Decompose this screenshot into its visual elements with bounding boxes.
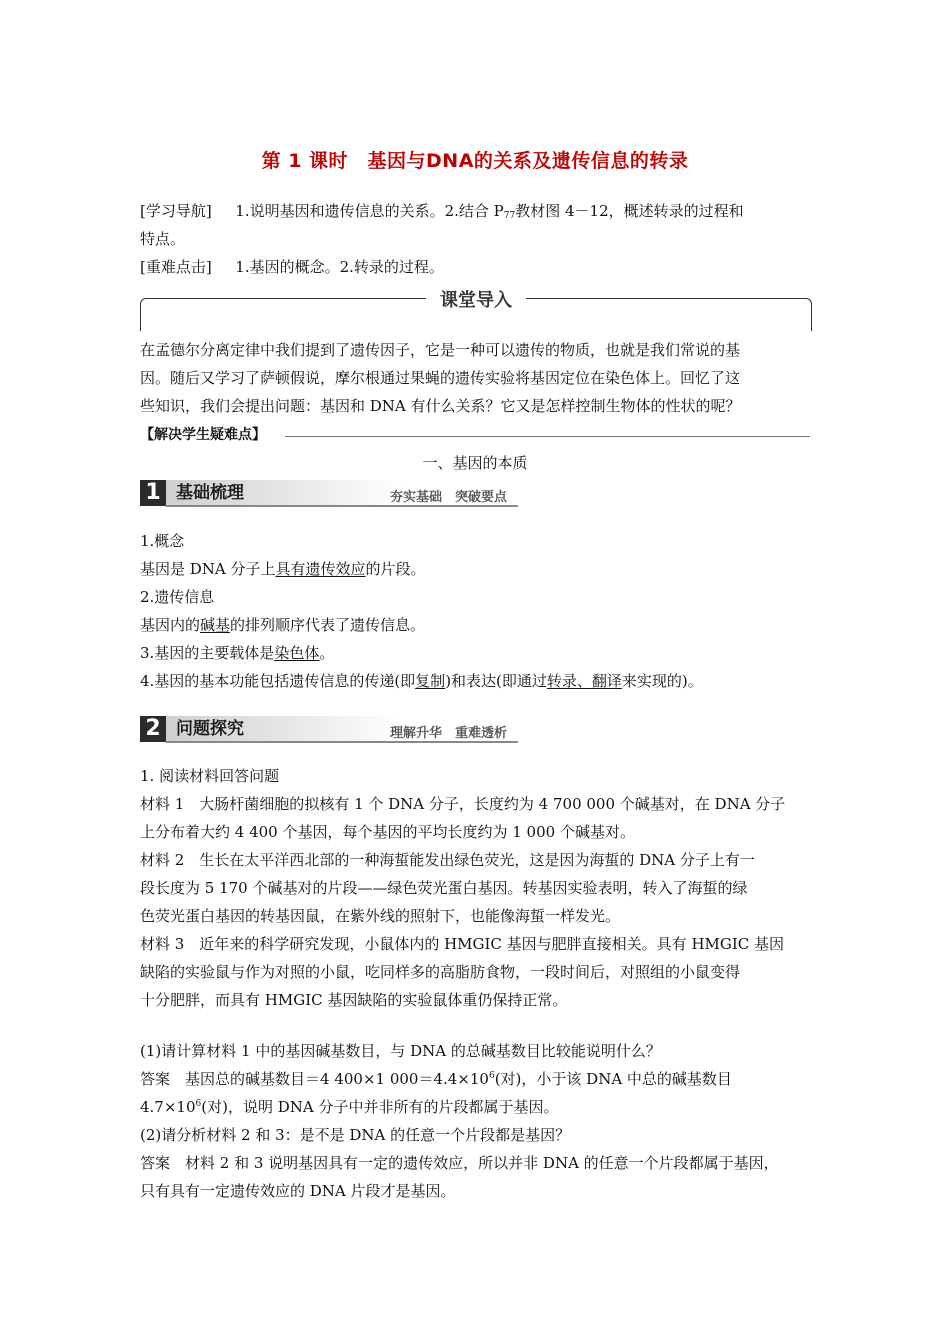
answer-1-d: (对)，说明 DNA 分子中并非所有的片段都属于基因。 [201, 1098, 559, 1116]
material-line-3: 材料 2 生长在太平洋西北部的一种海蜇能发出绿色荧光，这是因为海蜇的 DNA 分子上有一 [140, 851, 755, 869]
page-title: 第 1 课时 基因与DNA的关系及遗传信息的转录 [261, 150, 689, 172]
item1-text-a: 基因是 DNA 分子上 [140, 560, 276, 578]
answer-2-line-2: 只有具有一定遗传效应的 DNA 片段才是基因。 [140, 1182, 456, 1200]
item1-text [140, 559, 426, 579]
item4-blank-2: 转录、翻译 [546, 672, 622, 690]
item4-text-a: 4.基因的基本功能包括遗传信息的传递(即 [140, 672, 416, 690]
question-2: (2)请分析材料 2 和 3：是不是 DNA 的任意一个片段都是基因？ [140, 1126, 571, 1144]
block2-title: 问题探究 [166, 716, 404, 742]
item1-blank: 具有遗传效应 [275, 560, 366, 578]
material-line-6: 材料 3 近年来的科学研究发现，小鼠体内的 HMGIC 基因与肥胖直接相关。具有 HMGIC 基因 [140, 935, 785, 953]
block1-badge [140, 480, 518, 506]
material-line-5: 色荧光蛋白基因的转基因鼠，在紫外线的照射下，也能像海蜇一样发光。 [140, 907, 621, 925]
intro-header: 课堂导入 [426, 286, 526, 312]
material-line-1: 材料 1 大肠杆菌细胞的拟核有 1 个 DNA 分子，长度约为 4 700 000 个碱基对，在 DNA 分子 [140, 795, 786, 813]
intro-line-3: 些知识，我们会提出问题：基因和 DNA 有什么关系？它又是怎样控制生物体的性状的呢？ [140, 397, 741, 415]
material-line-8: 十分肥胖，而具有 HMGIC 基因缺陷的实验鼠体重仍保持正常。 [140, 991, 568, 1009]
item1-text-b: 的片段。 [365, 560, 426, 578]
question-1: (1)请计算材料 1 中的基因碱基数目，与 DNA 的总碱基数目比较能说明什么？ [140, 1042, 661, 1060]
material-line-2: 上分布着大约 4 400 个基因，每个基因的平均长度约为 1 000 个碱基对。 [140, 823, 635, 841]
answer-1-a: 答案 基因总的碱基数目＝4 400×1 000＝4.4×10 [140, 1070, 489, 1088]
block2-heading: 1. 阅读材料回答问题 [140, 767, 280, 785]
item2-title: 2.遗传信息 [140, 588, 215, 606]
item2-text-b: 的排列顺序代表了遗传信息。 [230, 616, 426, 634]
item1-title: 1.概念 [140, 532, 185, 550]
key-points-tag: [重难点击] [140, 258, 212, 276]
block2-badge [140, 716, 518, 742]
answer-1-line-1 [140, 1069, 732, 1089]
study-guide-text-a: 1.说明基因和遗传信息的关系。2.结合 P [235, 202, 504, 220]
item4-text-c: 来实现的)。 [621, 672, 703, 690]
answer-2-line-1: 答案 材料 2 和 3 说明基因具有一定的遗传效应，所以并非 DNA 的任意一个片段都属于基因， [140, 1154, 779, 1172]
key-points-line [140, 257, 444, 277]
answer-1-c: 4.7×10 [140, 1098, 196, 1116]
item2-blank: 碱基 [200, 616, 231, 634]
study-guide-text-b: 教材图 4－12，概述转录的过程和 [515, 202, 744, 220]
item3-text-a: 3.基因的主要载体是 [140, 644, 275, 662]
block2-number: 2 [140, 716, 166, 742]
item4-blank-1: 复制 [415, 672, 446, 690]
block1-number: 1 [140, 480, 166, 506]
item3-blank: 染色体 [274, 644, 320, 662]
study-guide-tag: [学习导航] [140, 202, 212, 220]
study-guide-subscript: 77 [503, 211, 516, 221]
section-one-title: 一、基因的本质 [422, 454, 528, 472]
material-line-7: 缺陷的实验鼠与作为对照的小鼠，吃同样多的高脂肪食物，一段时间后，对照组的小鼠变得 [140, 963, 741, 981]
study-guide-continuation: 特点。 [140, 230, 186, 248]
item3-text-b: 。 [319, 644, 335, 662]
item3-text [140, 643, 334, 663]
item2-text [140, 615, 425, 635]
material-line-4: 段长度为 5 170 个碱基对的片段——绿色荧光蛋白基因。转基因实验表明，转入了海蜇的绿 [140, 879, 748, 897]
answer-1-line-2 [140, 1097, 558, 1117]
solve-divider [285, 436, 810, 437]
solve-label: 【解决学生疑难点】 [140, 427, 266, 443]
answer-1-exponent-1: 6 [488, 1071, 495, 1081]
block2-subtitle: 理解升华 重难透析 [390, 726, 508, 741]
study-guide-line [140, 201, 744, 226]
key-points-text: 1.基因的概念。2.转录的过程。 [235, 258, 444, 276]
block1-underline [166, 505, 518, 507]
intro-line-2: 因。随后又学习了萨顿假说，摩尔根通过果蝇的遗传实验将基因定位在染色体上。回忆了这 [140, 369, 741, 387]
item2-text-a: 基因内的 [140, 616, 201, 634]
item4-text-b: )和表达(即通过 [445, 672, 547, 690]
block1-subtitle: 夯实基础 突破要点 [390, 490, 508, 505]
block1-title: 基础梳理 [166, 480, 404, 506]
item4-text [140, 671, 703, 691]
intro-line-1: 在孟德尔分离定律中我们提到了遗传因子，它是一种可以遗传的物质，也就是我们常说的基 [140, 341, 741, 359]
block2-underline [166, 741, 518, 743]
answer-1-exponent-2: 6 [195, 1099, 202, 1109]
answer-1-b: (对)，小于该 DNA 中总的碱基数目 [494, 1070, 732, 1088]
